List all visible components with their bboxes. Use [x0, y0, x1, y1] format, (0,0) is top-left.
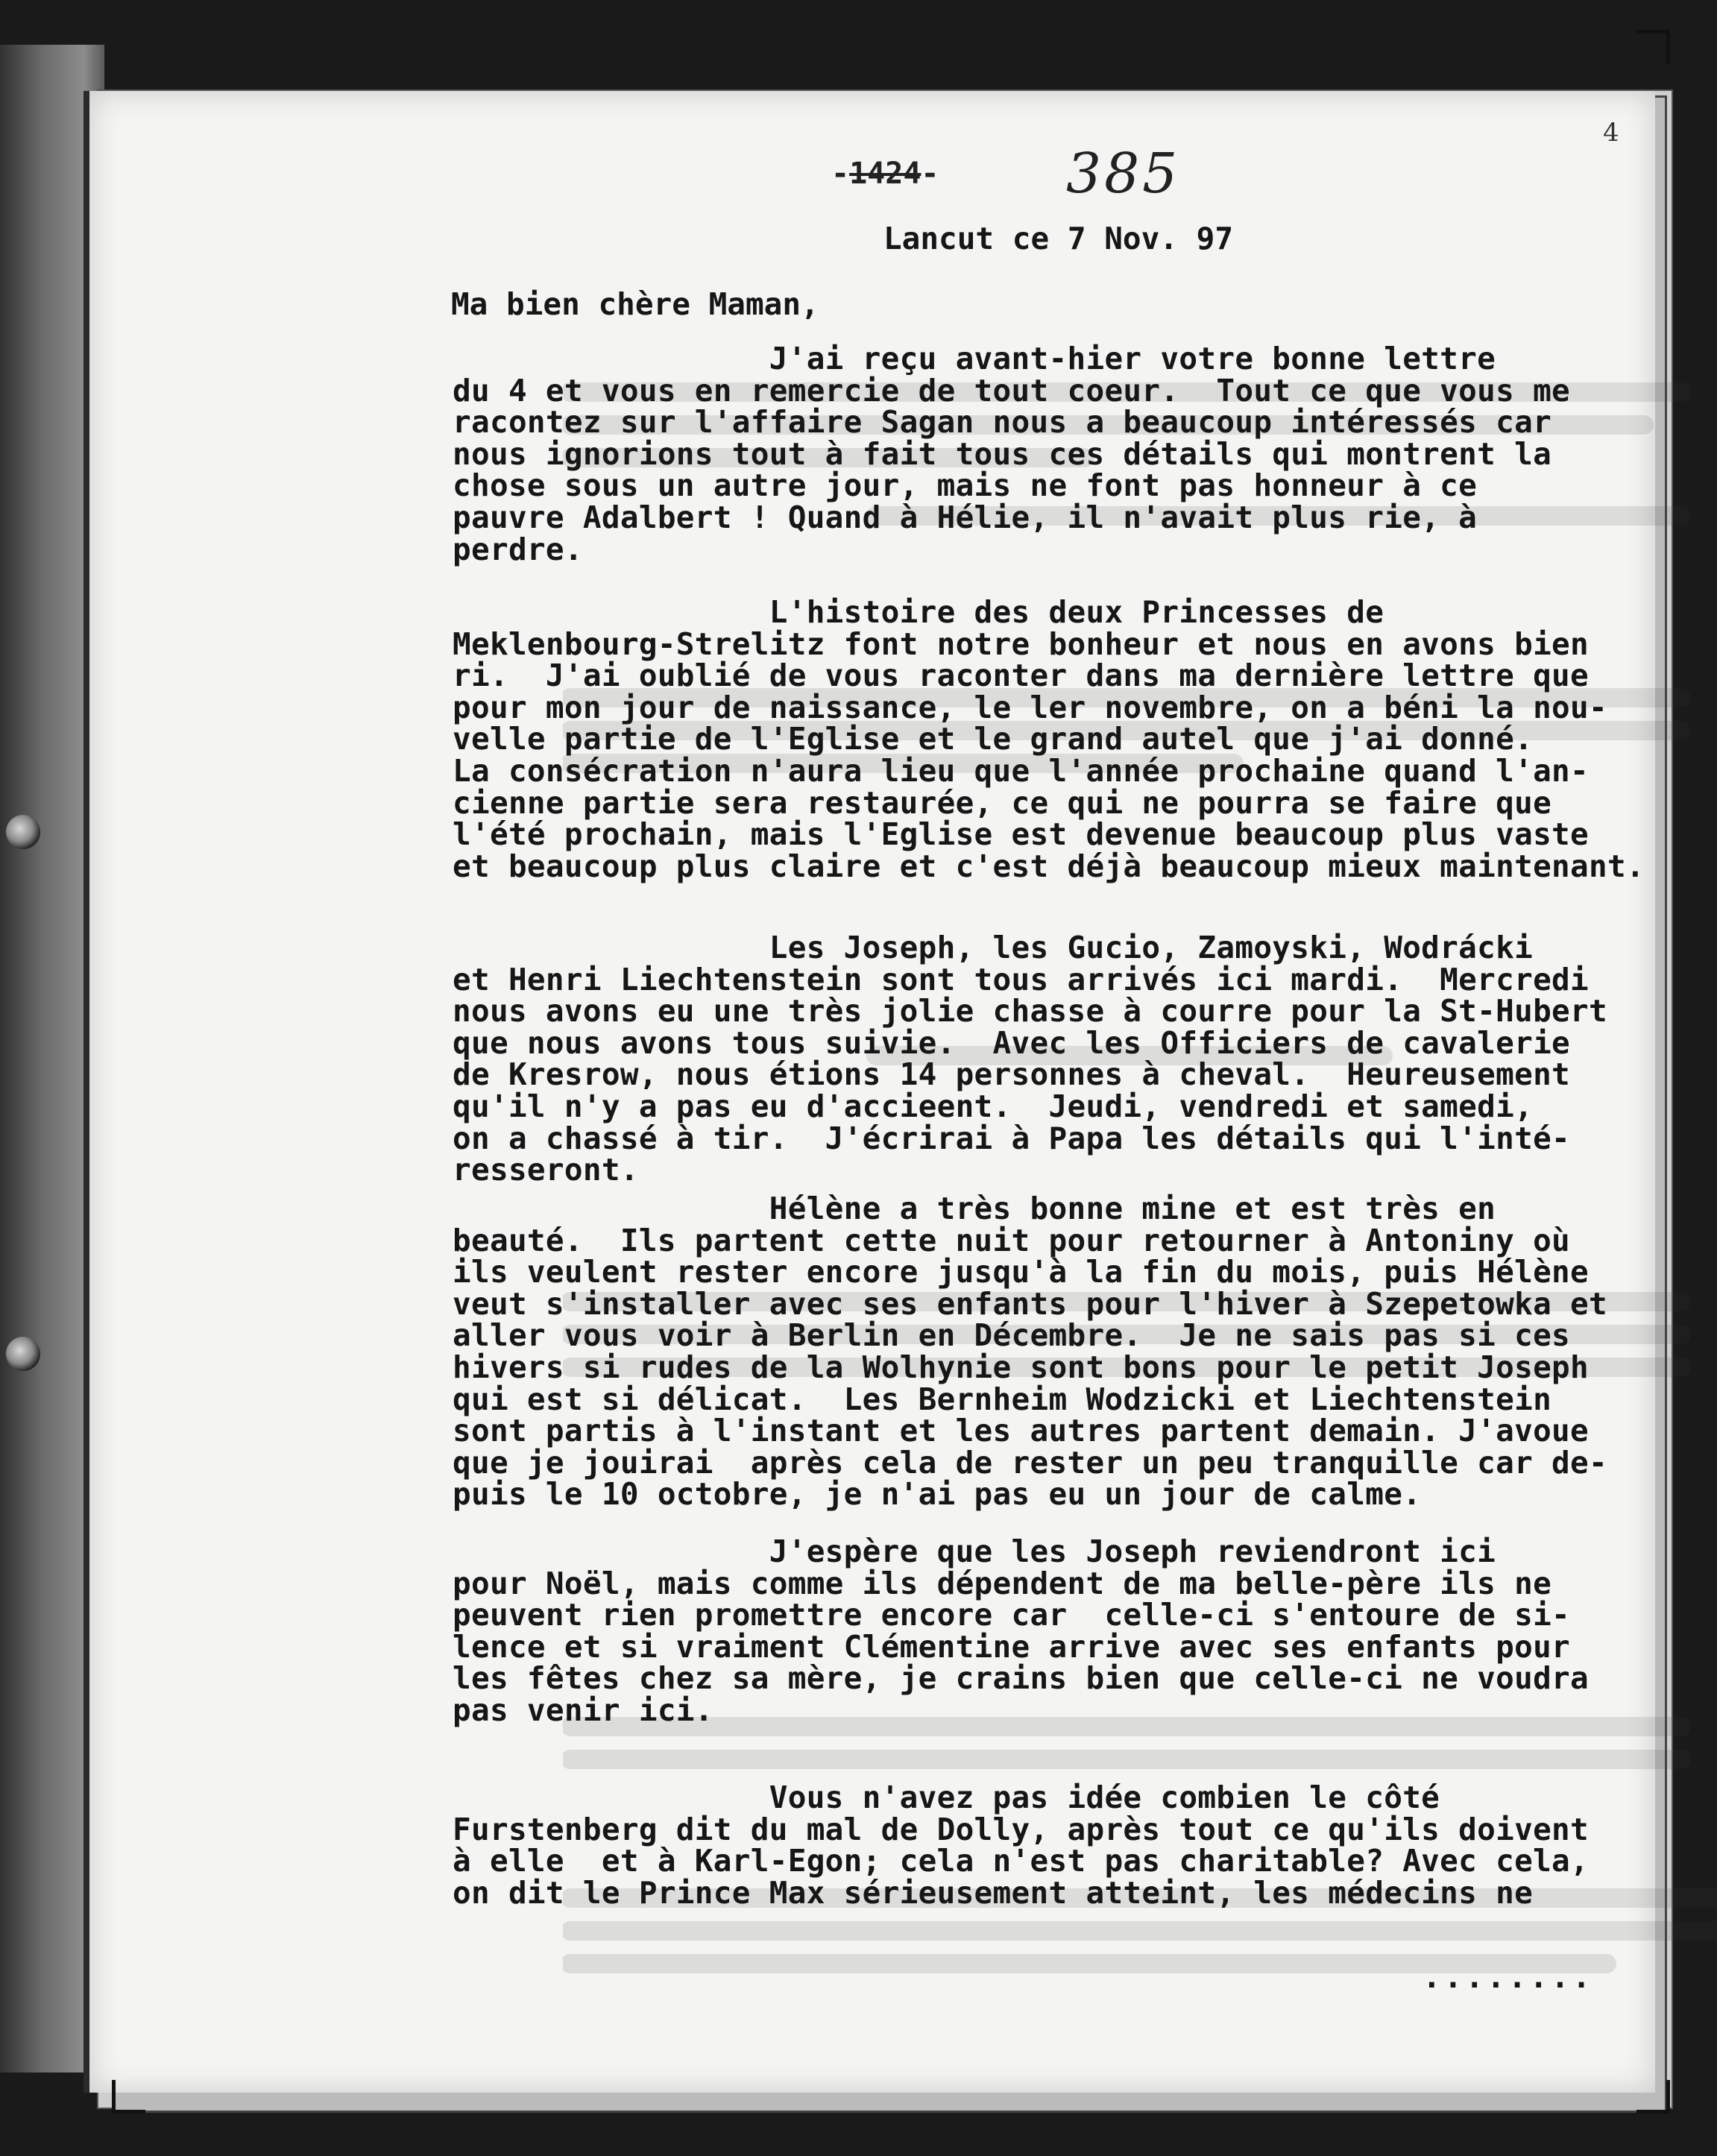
text-line: resseront. — [453, 1152, 639, 1188]
text-line: on a chassé à tir. J'écrirai à Papa les détails qui l'inté- — [453, 1120, 1571, 1156]
text-line: puis le 10 octobre, je n'ai pas eu un jour de calme. — [453, 1476, 1422, 1513]
text-line: La consécration n'aura lieu que l'année prochaine quand l'an- — [453, 752, 1590, 789]
text-line: les fêtes chez sa mère, je crains bien que celle-ci ne voudra — [453, 1660, 1590, 1697]
text-line: pour Noël, mais comme ils dépendent de ma belle-père ils ne — [453, 1565, 1552, 1601]
paragraph — [453, 596, 1645, 882]
text-line: l'été prochain, mais l'Eglise est devenue beaucoup plus vaste — [453, 816, 1590, 853]
text-line: J'espère que les Joseph reviendront ici — [453, 1534, 1496, 1569]
text-line: on dit le Prince Max sérieusement atteint, les médecins ne — [453, 1874, 1534, 1911]
salutation: Ma bien chère Maman, — [451, 286, 819, 322]
punch-hole-bottom — [6, 1337, 40, 1371]
text-line: qui est si délicat. Les Bernheim Wodzicki et Liechtenstein — [453, 1381, 1552, 1417]
text-line: Vous n'avez pas idée combien le côté — [453, 1780, 1440, 1815]
text-line: et Henri Liechtenstein sont tous arrivés ici mardi. Mercredi — [453, 961, 1590, 997]
text-line: et beaucoup plus claire et c'est déjà beaucoup mieux maintenant. — [453, 848, 1645, 884]
text-line: cienne partie sera restaurée, ce qui ne pourra se faire que — [453, 784, 1552, 821]
paragraph — [453, 1191, 1608, 1513]
text-line: Furstenberg dit du mal de Dolly, après tout ce qu'ils doivent — [453, 1811, 1590, 1847]
text-line: ils veulent rester encore jusqu'à la fin du mois, puis Hélène — [453, 1254, 1590, 1290]
text-line: de Kresrow, nous étions 14 personnes à cheval. Heureusement — [453, 1056, 1571, 1093]
text-line: aller vous voir à Berlin en Décembre. Je ne sais pas si ces — [453, 1317, 1571, 1354]
text-line: pauvre Adalbert ! Quand à Hélie, il n'avait plus rie, à — [453, 499, 1478, 535]
handwritten-folio-number: 385 — [1066, 142, 1181, 206]
text-line: à elle et à Karl-Egon; cela n'est pas charitable? Avec cela, — [453, 1843, 1590, 1879]
punch-hole-top — [6, 815, 40, 849]
text-line: sont partis à l'instant et les autres partent demain. J'avoue — [453, 1413, 1590, 1449]
struck-folio-number: -1424- — [831, 157, 939, 191]
text-line: Meklenbourg-Strelitz font notre bonheur et nous en avons bien — [453, 625, 1590, 662]
text-line: J'ai reçu avant-hier votre bonne lettre — [453, 341, 1496, 376]
text-line: pour mon jour de naissance, le ler novembre, on a béni la nou- — [453, 689, 1608, 725]
crop-mark-bottom-right — [1636, 2080, 1670, 2114]
text-line: veut s'installer avec ses enfants pour l'hiver à Szepetowka et — [453, 1285, 1608, 1322]
corner-pencil-mark: 4 — [1603, 118, 1619, 148]
text-line: perdre. — [453, 531, 583, 567]
crop-mark-top-right — [1636, 30, 1670, 63]
text-line: racontez sur l'affaire Sagan nous a beaucoup intéressés car — [453, 404, 1552, 441]
text-line: que nous avons tous suivie. Avec les Officiers de cavalerie — [453, 1024, 1571, 1061]
text-line: velle partie de l'Eglise et le grand autel que j'ai donné. — [453, 721, 1534, 757]
text-line: qu'il n'y a pas eu d'accieent. Jeudi, vendredi et samedi, — [453, 1088, 1534, 1124]
text-line: lence et si vraiment Clémentine arrive avec ses enfants pour — [453, 1628, 1571, 1665]
text-line: Les Joseph, les Gucio, Zamoyski, Wodrácki — [453, 930, 1534, 965]
text-line: ri. J'ai oublié de vous raconter dans ma dernière lettre que — [453, 658, 1590, 694]
paragraph — [453, 343, 1570, 565]
text-line: L'histoire des deux Princesses de — [453, 594, 1384, 630]
text-line: nous avons eu une très jolie chasse à courre pour la St-Hubert — [453, 993, 1608, 1030]
continuation-marker: ........ — [1423, 1959, 1594, 1995]
paragraph — [453, 1536, 1589, 1727]
paragraph — [453, 1780, 1590, 1911]
text-line: Hélène a très bonne mine et est très en — [453, 1191, 1496, 1226]
text-line: peuvent rien promettre encore car celle-ci s'entoure de si- — [453, 1597, 1571, 1633]
text-line: hivers si rudes de la Wolhynie sont bons pour le petit Joseph — [453, 1349, 1590, 1385]
text-line: pas venir ici. — [453, 1692, 713, 1728]
text-line: chose sous un autre jour, mais ne font pas honneur à ce — [453, 467, 1478, 504]
dateline: Lancut ce 7 Nov. 97 — [883, 221, 1233, 256]
text-line: que je jouirai après cela de rester un peu tranquille car de- — [453, 1444, 1608, 1481]
paragraph — [453, 932, 1607, 1186]
text-line: du 4 et vous en remercie de tout coeur. Tout ce que vous me — [453, 372, 1571, 409]
text-line: nous ignorions tout à fait tous ces détails qui montrent la — [453, 435, 1552, 472]
text-line: beauté. Ils partent cette nuit pour retourner à Antoniny où — [453, 1222, 1571, 1258]
crop-mark-bottom-left — [112, 2080, 145, 2114]
